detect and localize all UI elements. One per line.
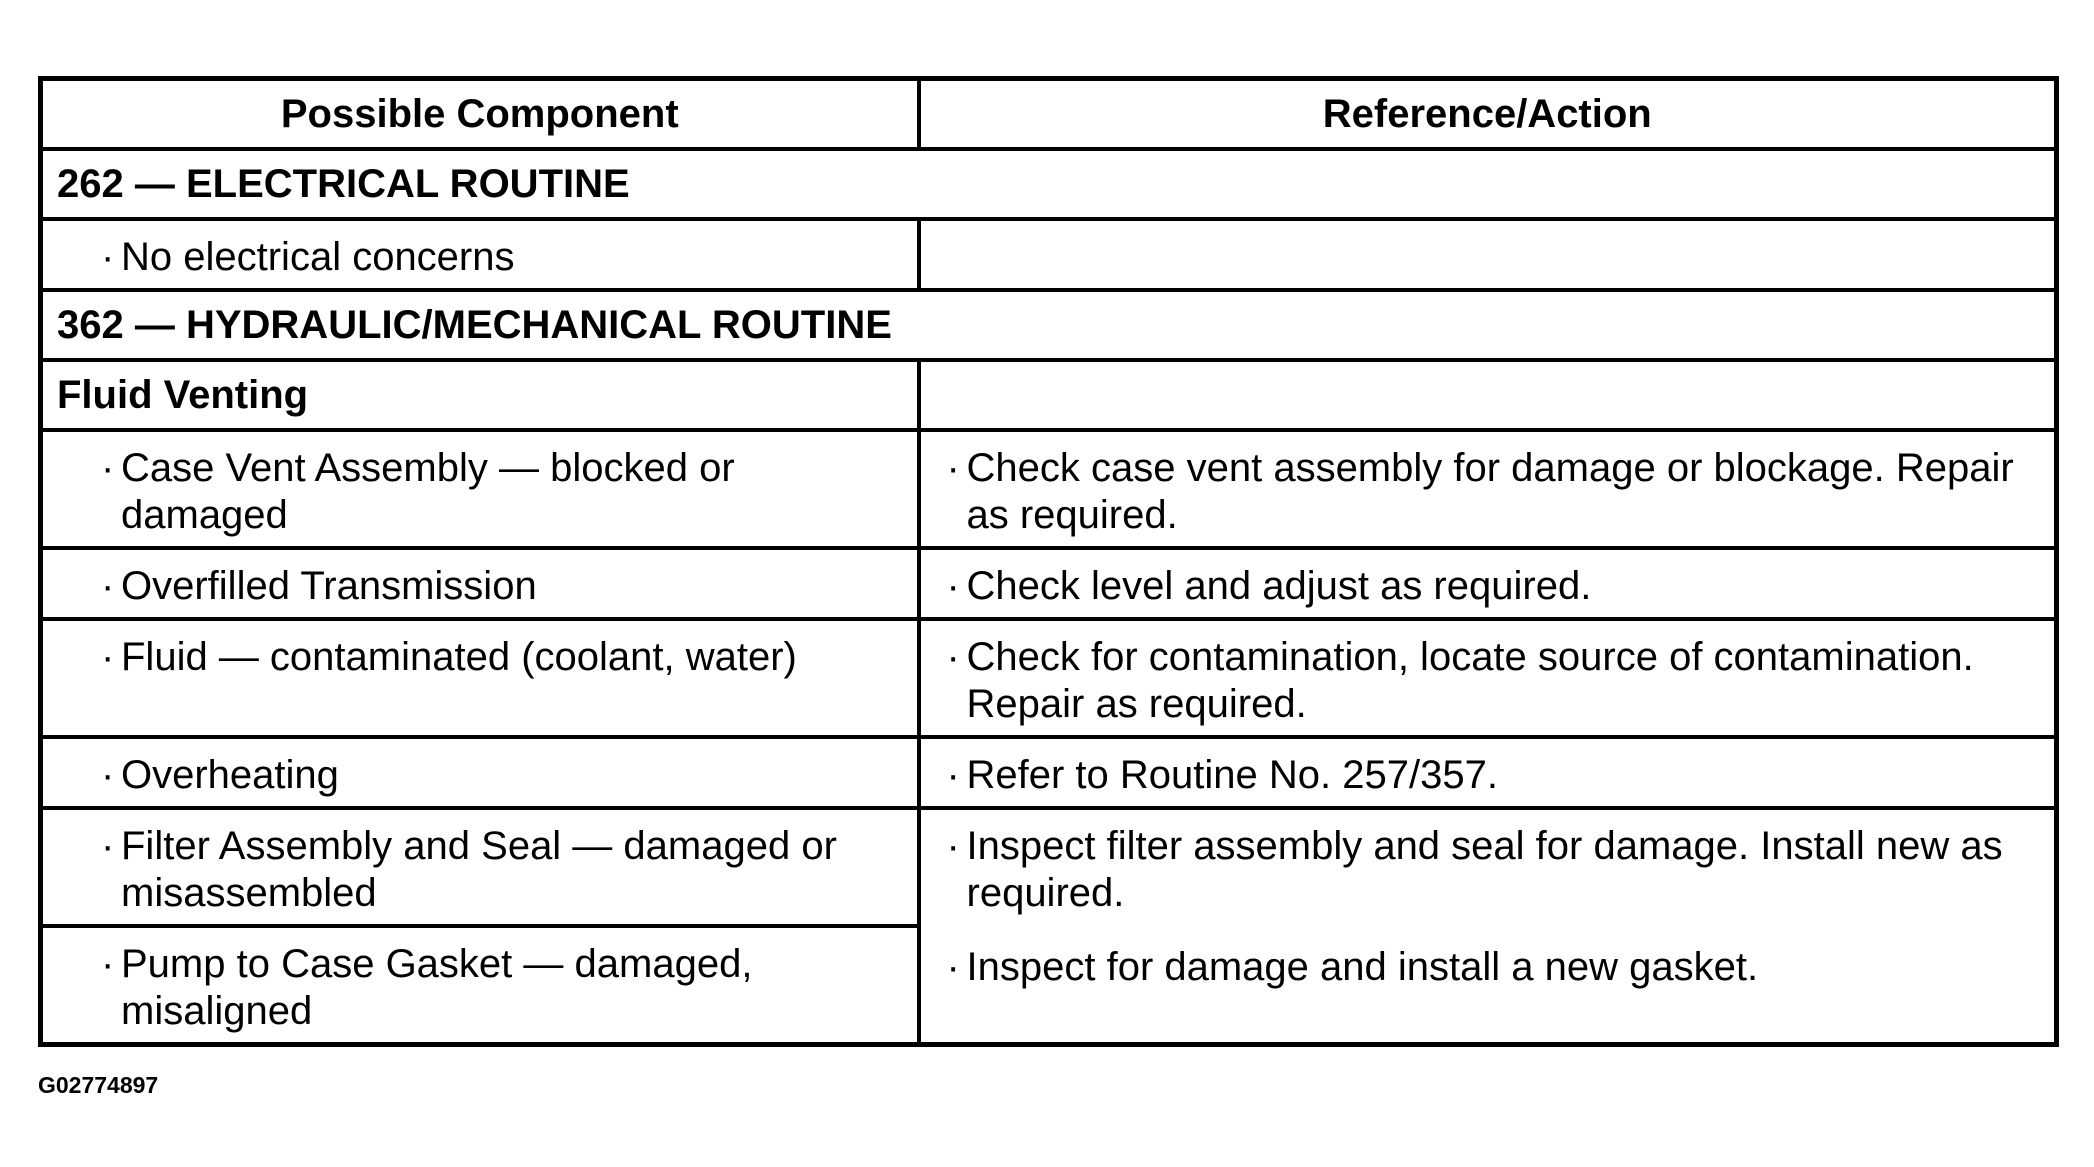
diagnostic-table — [38, 76, 2059, 1047]
action-item — [921, 550, 2055, 617]
section-row — [41, 149, 2057, 219]
component-cell — [41, 808, 919, 926]
bullet: · — [101, 824, 115, 868]
bullet: · — [101, 446, 115, 490]
component-text: No electrical concerns — [121, 235, 515, 279]
action-cell — [919, 548, 2057, 619]
component-cell — [41, 737, 919, 808]
header-row — [41, 79, 2057, 150]
table-row — [41, 548, 2057, 619]
component-item — [43, 550, 917, 617]
table-row — [41, 808, 2057, 926]
action-text: Check level and adjust as required. — [966, 564, 1592, 608]
bullet: · — [101, 235, 115, 279]
action-text: Refer to Routine No. 257/357. — [966, 753, 1498, 797]
bullet: · — [946, 635, 960, 679]
subheading-row — [41, 360, 2057, 430]
bullet: · — [946, 824, 960, 868]
bullet: · — [101, 753, 115, 797]
bullet: · — [101, 942, 115, 986]
component-cell — [41, 219, 919, 290]
action-cell-merged — [919, 808, 2057, 1045]
component-text: Overheating — [121, 753, 339, 797]
action-item — [921, 924, 2055, 998]
component-text: Pump to Case Gasket — damaged, misaligned — [121, 942, 753, 1033]
action-item — [921, 621, 2055, 735]
table-row — [41, 219, 2057, 290]
subheading-fluid-venting: Fluid Venting — [41, 360, 919, 430]
component-text: Fluid — contaminated (coolant, water) — [121, 635, 797, 679]
action-item — [921, 810, 2055, 924]
component-item — [43, 739, 917, 806]
table-row — [41, 619, 2057, 737]
action-cell-empty — [919, 219, 2057, 290]
bullet: · — [946, 564, 960, 608]
action-cell — [919, 737, 2057, 808]
header-possible-component: Possible Component — [41, 79, 919, 150]
action-item — [921, 432, 2055, 546]
action-cell — [919, 430, 2057, 548]
component-cell — [41, 926, 919, 1045]
component-item — [43, 810, 917, 924]
header-reference-action: Reference/Action — [919, 79, 2057, 150]
table-row — [41, 430, 2057, 548]
section-row — [41, 290, 2057, 360]
bullet: · — [946, 945, 960, 989]
action-cell — [919, 619, 2057, 737]
bullet: · — [946, 446, 960, 490]
action-cell-empty — [919, 360, 2057, 430]
component-item — [43, 621, 917, 688]
component-text: Case Vent Assembly — blocked or damaged — [121, 446, 735, 537]
component-cell — [41, 548, 919, 619]
bullet: · — [101, 564, 115, 608]
action-item — [921, 739, 2055, 806]
action-text: Check case vent assembly for damage or blockage. Repair as required. — [966, 446, 2014, 537]
figure-id: G02774897 — [38, 1072, 159, 1098]
bullet: · — [101, 635, 115, 679]
action-text: Check for contamination, locate source of contamination. Repair as required. — [966, 635, 1974, 726]
table-row — [41, 737, 2057, 808]
component-cell — [41, 619, 919, 737]
bullet: · — [946, 753, 960, 797]
component-item — [43, 221, 917, 288]
component-cell — [41, 430, 919, 548]
component-text: Filter Assembly and Seal — damaged or misassembled — [121, 824, 837, 915]
section-title-electrical: 262 — ELECTRICAL ROUTINE — [41, 149, 2057, 219]
section-title-hydraulic: 362 — HYDRAULIC/MECHANICAL ROUTINE — [41, 290, 2057, 360]
action-text: Inspect filter assembly and seal for damage. Install new as required. — [966, 824, 2003, 915]
component-item — [43, 928, 917, 1042]
component-text: Overfilled Transmission — [121, 564, 537, 608]
component-item — [43, 432, 917, 546]
action-text: Inspect for damage and install a new gasket. — [966, 945, 1759, 989]
